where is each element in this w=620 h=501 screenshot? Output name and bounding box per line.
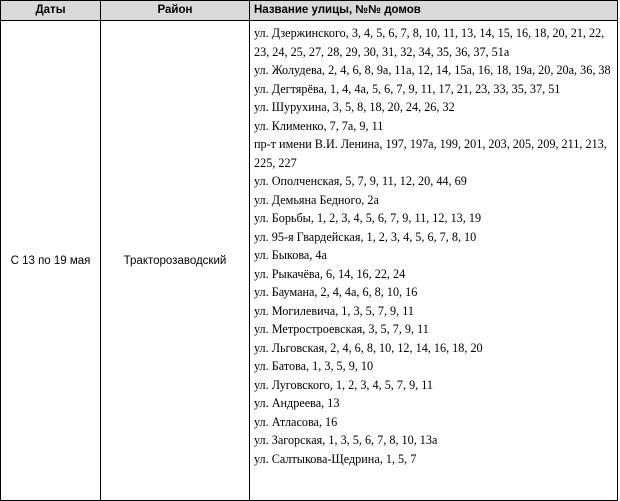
street-entry: ул. Клименко, 7, 7а, 9, 11 xyxy=(254,118,384,133)
header-district: Район xyxy=(101,1,250,21)
street-entry: пр-т имени В.И. Ленина, 197, 197а, 199, 201, 203, 205, 209, 211, 213, 225, 227 xyxy=(254,137,607,170)
streets-cell xyxy=(250,21,618,501)
header-dates: Даты xyxy=(1,1,101,21)
street-entry: ул. 95-я Гвардейская, 1, 2, 3, 4, 5, 6, 7, 8, 10 xyxy=(254,229,477,244)
street-entry: ул. Льговская, 2, 4, 6, 8, 10, 12, 14, 16, 18, 20 xyxy=(254,340,483,355)
street-entry: ул. Салтыкова-Щедрина, 1, 5, 7 xyxy=(254,451,417,466)
street-entry: ул. Загорская, 1, 3, 5, 6, 7, 8, 10, 13а xyxy=(254,433,438,447)
street-entry: ул. Шурухина, 3, 5, 8, 18, 20, 24, 26, 32 xyxy=(254,100,455,114)
street-entry: ул. Баумана, 2, 4, 4а, 6, 8, 10, 16 xyxy=(254,285,418,299)
street-entry: ул. Борьбы, 1, 2, 3, 4, 5, 6, 7, 9, 11, 12, 13, 19 xyxy=(254,211,482,225)
street-entry: ул. Луговского, 1, 2, 3, 4, 5, 7, 9, 11 xyxy=(254,377,433,392)
street-entry: ул. Дегтярёва, 1, 4, 4а, 5, 6, 7, 9, 11, 17, 21, 23, 33, 35, 37, 51 xyxy=(254,81,561,96)
dates-cell: С 13 по 19 мая xyxy=(1,21,101,501)
district-cell: Тракторозаводский xyxy=(101,21,250,501)
street-entry: ул. Ополченская, 5, 7, 9, 11, 12, 20, 44, 69 xyxy=(254,174,467,188)
header-row xyxy=(1,1,618,21)
street-entry: ул. Батова, 1, 3, 5, 9, 10 xyxy=(254,359,374,373)
street-entry: ул. Метростроевская, 3, 5, 7, 9, 11 xyxy=(254,322,429,336)
street-entry: ул. Быкова, 4а xyxy=(254,248,327,262)
street-entry: ул. Рыкачёва, 6, 14, 16, 22, 24 xyxy=(254,266,406,281)
street-entry: ул. Могилевича, 1, 3, 5, 7, 9, 11 xyxy=(254,303,414,318)
street-entry: ул. Атласова, 16 xyxy=(254,414,338,429)
street-entry: ул. Демьяна Бедного, 2а xyxy=(254,192,379,207)
table-row xyxy=(1,21,618,501)
street-entry: ул. Жолудева, 2, 4, 6, 8, 9а, 11а, 12, 14, 15а, 16, 18, 19а, 20, 20а, 36, 38 xyxy=(254,63,611,77)
street-entry: ул. Андреева, 13 xyxy=(254,396,340,410)
street-entry: ул. Дзержинского, 3, 4, 5, 6, 7, 8, 10, 11, 13, 14, 15, 16, 18, 20, 21, 22, 23, 24, 25, 27, 28, 29, 30, 31, 32, 34, 35, 36, 37, 51а xyxy=(254,26,605,59)
header-streets: Название улицы, №№ домов xyxy=(250,1,618,21)
